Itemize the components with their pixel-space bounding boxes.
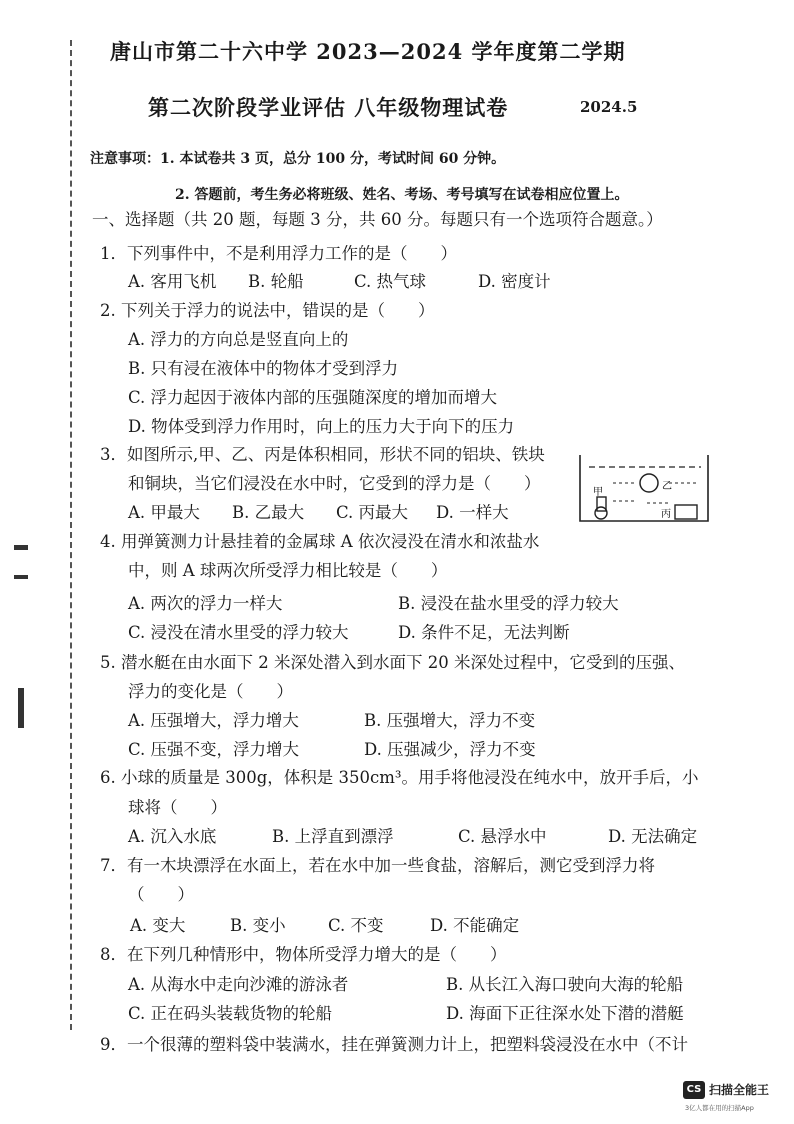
binding-line [70,40,72,1030]
question-6-stem-line2: 球将（ ） [128,798,227,817]
question-3-figure [577,453,711,525]
question-1-option-c: C. 热气球 [354,272,427,291]
question-1-option-d: D. 密度计 [478,272,551,291]
question-3-stem-line1: 3．如图所示,甲、乙、丙是体积相同，形状不同的铝块、铁块 [100,445,545,464]
question-7-option-b: B. 变小 [230,916,286,935]
exam-title-line2: 第二次阶段学业评估 八年级物理试卷 [148,95,509,120]
question-2-option-a: A. 浮力的方向总是竖直向上的 [128,330,349,349]
question-4-option-b: B. 浸没在盐水里受的浮力较大 [398,594,619,613]
scanner-logo-icon: CS [683,1081,705,1099]
scanner-logo [683,1079,793,1119]
question-5-stem-line1: 5. 潜水艇在由水面下 2 米深处潜入到水面下 20 米深处过程中，它受到的压强、 [100,653,685,672]
question-7-stem-line1: 7．有一木块漂浮在水面上，若在水中加一些食盐，溶解后，测它受到浮力将 [100,856,655,875]
question-1-option-a: A. 客用飞机 [128,272,217,291]
question-6-option-c: C. 悬浮水中 [458,827,547,846]
figure-label-bing: 丙 [661,509,671,520]
notice-line1: 注意事项：1. 本试卷共 3 页，总分 100 分，考试时间 60 分钟。 [90,151,506,167]
binding-mark [18,688,24,728]
question-5-option-d: D. 压强减少，浮力不变 [364,740,536,759]
question-4-stem-line2: 中，则 A 球两次所受浮力相比较是（ ） [128,561,448,580]
notice-line2: 2. 答题前，考生务必将班级、姓名、考场、考号填写在试卷相应位置上。 [175,187,629,203]
question-9-stem: 9．一个很薄的塑料袋中装满水，挂在弹簧测力计上，把塑料袋浸没在水中（不计 [100,1035,688,1054]
binding-mark [14,545,28,550]
question-1-stem: 1．下列事件中，不是利用浮力工作的是（ ） [100,244,457,263]
scanner-logo-tagline: 3亿人都在用的扫描App [685,1104,754,1112]
question-2-option-d: D. 物体受到浮力作用时，向上的压力大于向下的压力 [128,417,515,436]
question-1-option-b: B. 轮船 [248,272,304,291]
question-5-stem-line2: 浮力的变化是（ ） [128,682,293,701]
question-8-option-d: D. 海面下正往深水处下潜的潜艇 [446,1004,684,1023]
block-bing [675,505,697,519]
question-5-option-a: A. 压强增大，浮力增大 [128,711,299,730]
question-2-option-c: C. 浮力起因于液体内部的压强随深度的增加而增大 [128,388,498,407]
exam-date: 2024.5 [580,98,638,116]
question-4-stem-line1: 4. 用弹簧测力计悬挂着的金属球 A 依次浸没在清水和浓盐水 [100,532,540,551]
exam-title-line1: 唐山市第二十六中学 2023—2024 学年度第二学期 [110,39,626,64]
scanner-logo-name: 扫描全能王 [709,1083,770,1097]
question-5-option-c: C. 压强不变，浮力增大 [128,740,300,759]
question-7-option-a: A. 变大 [130,916,186,935]
block-jia-bottom [595,507,607,519]
question-8-option-b: B. 从长江入海口驶向大海的轮船 [446,975,684,994]
question-6-stem-line1: 6. 小球的质量是 300g，体积是 350cm³。用手将他浸没在纯水中，放开手后，小 [100,768,699,787]
question-3-option-b: B. 乙最大 [232,503,305,522]
question-6-option-a: A. 沉入水底 [128,827,217,846]
figure-label-yi: 乙 [662,481,672,492]
question-3-option-d: D. 一样大 [436,503,509,522]
question-4-option-c: C. 浸没在清水里受的浮力较大 [128,623,349,642]
question-7-option-c: C. 不变 [328,916,384,935]
section-title: 一、选择题（共 20 题，每题 3 分，共 60 分。每题只有一个选项符合题意。） [92,210,663,229]
question-2-option-b: B. 只有浸在液体中的物体才受到浮力 [128,359,399,378]
question-2-stem: 2. 下列关于浮力的说法中，错误的是（ ） [100,301,435,320]
question-4-option-a: A. 两次的浮力一样大 [128,594,283,613]
question-7-option-d: D. 不能确定 [430,916,520,935]
question-3-option-a: A. 甲最大 [128,503,200,522]
question-3-stem-line2: 和铜块，当它们浸没在水中时，它受到的浮力是（ ） [128,474,541,493]
question-3-option-c: C. 丙最大 [336,503,409,522]
question-6-option-d: D. 无法确定 [608,827,698,846]
question-8-option-c: C. 正在码头装载货物的轮船 [128,1004,333,1023]
question-5-option-b: B. 压强增大，浮力不变 [364,711,536,730]
question-6-option-b: B. 上浮直到漂浮 [272,827,394,846]
question-8-stem: 8．在下列几种情形中，物体所受浮力增大的是（ ） [100,945,507,964]
figure-label-jia: 甲 [593,487,603,498]
question-4-option-d: D. 条件不足，无法判断 [398,623,570,642]
question-8-option-a: A. 从海水中走向沙滩的游泳者 [128,975,349,994]
binding-mark [14,575,28,579]
water-dash-row [613,483,697,503]
question-7-stem-line2: （ ） [128,885,194,904]
block-yi [640,474,658,492]
